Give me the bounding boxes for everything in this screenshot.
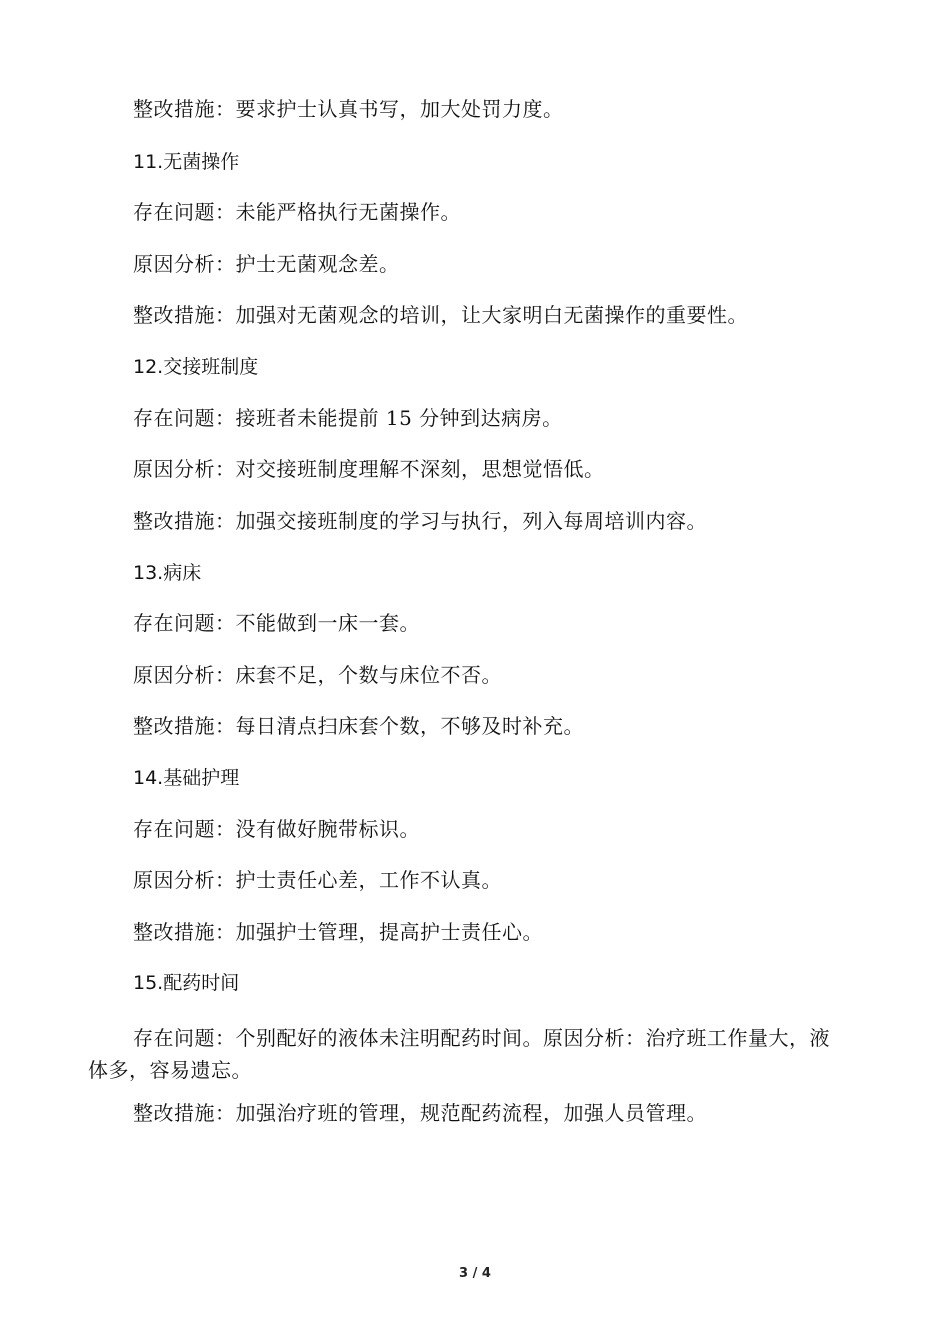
problem-line: 存在问题：接班者未能提前 15 分钟到达病房。 bbox=[133, 406, 563, 430]
measure-line: 整改措施：要求护士认真书写，加大处罚力度。 bbox=[133, 97, 564, 121]
measure-line: 整改措施：加强治疗班的管理，规范配药流程，加强人员管理。 bbox=[133, 1101, 707, 1125]
cause-line: 原因分析：护士无菌观念差。 bbox=[133, 252, 400, 276]
section-heading-15: 15.配药时间 bbox=[133, 972, 240, 994]
section-heading-14: 14.基础护理 bbox=[133, 767, 240, 789]
section-heading-11: 11.无菌操作 bbox=[133, 151, 240, 173]
measure-line: 整改措施：加强对无菌观念的培训，让大家明白无菌操作的重要性。 bbox=[133, 303, 748, 327]
measure-line: 整改措施：加强交接班制度的学习与执行，列入每周培训内容。 bbox=[133, 509, 707, 533]
measure-line: 整改措施：加强护士管理，提高护士责任心。 bbox=[133, 920, 543, 944]
measure-line: 整改措施：每日清点扫床套个数，不够及时补充。 bbox=[133, 714, 584, 738]
problem-line: 存在问题：没有做好腕带标识。 bbox=[133, 817, 420, 841]
section-heading-13: 13.病床 bbox=[133, 562, 202, 584]
problem-line: 存在问题：未能严格执行无菌操作。 bbox=[133, 200, 461, 224]
problem-line: 存在问题：不能做到一床一套。 bbox=[133, 611, 420, 635]
section-heading-12: 12.交接班制度 bbox=[133, 356, 259, 378]
wrapped-paragraph: 存在问题：个别配好的液体未注明配药时间。原因分析：治疗班工作量大，液体多，容易遗忘。 bbox=[88, 1026, 830, 1082]
cause-line: 原因分析：护士责任心差，工作不认真。 bbox=[133, 868, 502, 892]
cause-line: 原因分析：床套不足，个数与床位不否。 bbox=[133, 663, 502, 687]
cause-line: 原因分析：对交接班制度理解不深刻，思想觉悟低。 bbox=[133, 457, 605, 481]
page-number: 3 / 4 bbox=[459, 1266, 491, 1281]
